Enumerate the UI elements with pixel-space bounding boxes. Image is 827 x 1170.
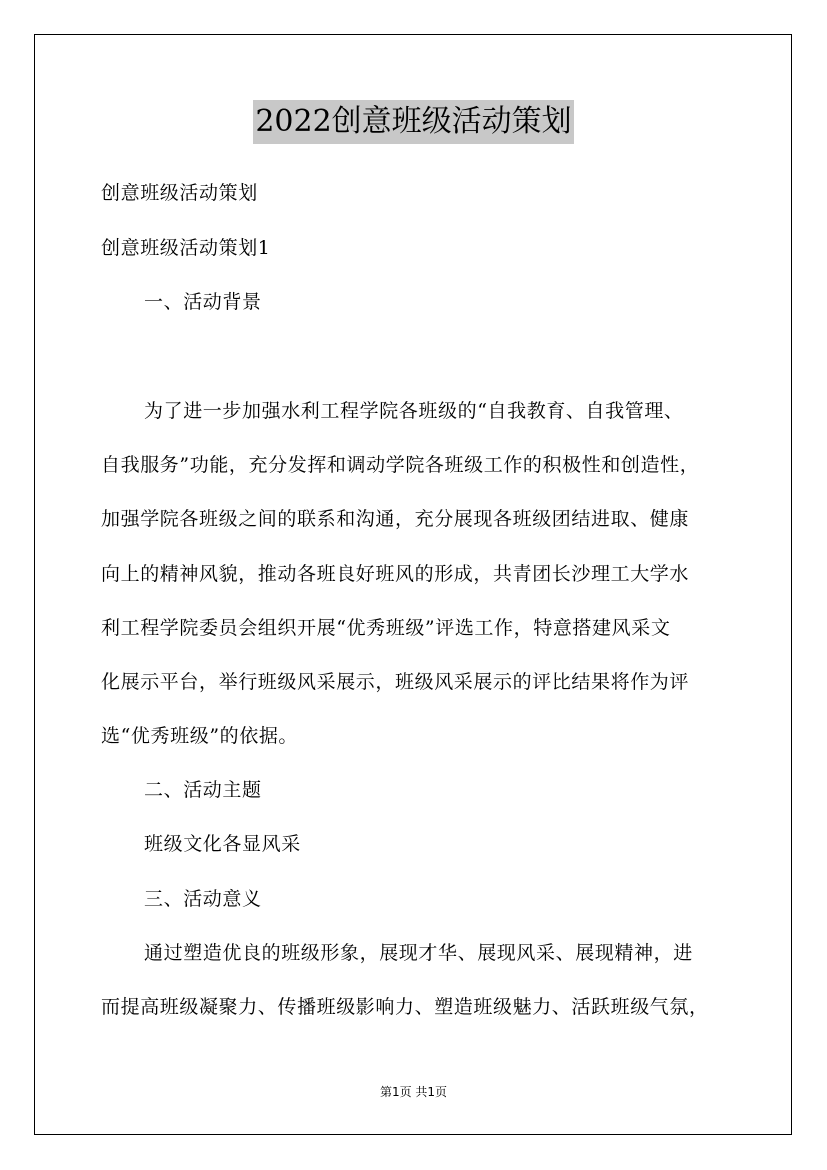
title-wrap [0, 100, 827, 144]
page-footer: 第1页 共1页 [379, 1085, 448, 1099]
paragraph-line: 而提高班级凝聚力、传播班级影响力、塑造班级魅力、活跃班级气氛， [101, 996, 709, 1018]
section-heading-theme: 二、活动主题 [144, 779, 262, 801]
section-heading-background: 一、活动背景 [144, 291, 262, 313]
paragraph-line: 选“优秀班级”的依据。 [101, 725, 299, 747]
section-heading-significance: 三、活动意义 [144, 888, 262, 910]
document-title: 2022创意班级活动策划 [253, 100, 573, 144]
paragraph-line: 向上的精神风貌，推动各班良好班风的形成，共青团长沙理工大学水 [101, 563, 690, 585]
paragraph-line: 加强学院各班级之间的联系和沟通，充分展现各班级团结进取、健康 [101, 508, 690, 530]
subtitle-line: 创意班级活动策划 [101, 182, 258, 204]
paragraph-line: 通过塑造优良的班级形象，展现才华、展现风采、展现精神，进 [144, 942, 693, 964]
paragraph-line: 自我服务”功能，充分发挥和调动学院各班级工作的积极性和创造性， [101, 454, 700, 476]
theme-text: 班级文化各显风采 [144, 833, 301, 855]
paragraph-line: 化展示平台，举行班级风采展示，班级风采展示的评比结果将作为评 [101, 671, 690, 693]
paragraph-line: 为了进一步加强水利工程学院各班级的“自我教育、自我管理、 [144, 400, 684, 422]
subtitle-line-1: 创意班级活动策划1 [101, 237, 271, 259]
paragraph-line: 利工程学院委员会组织开展“优秀班级”评选工作，特意搭建风采文 [101, 617, 671, 639]
